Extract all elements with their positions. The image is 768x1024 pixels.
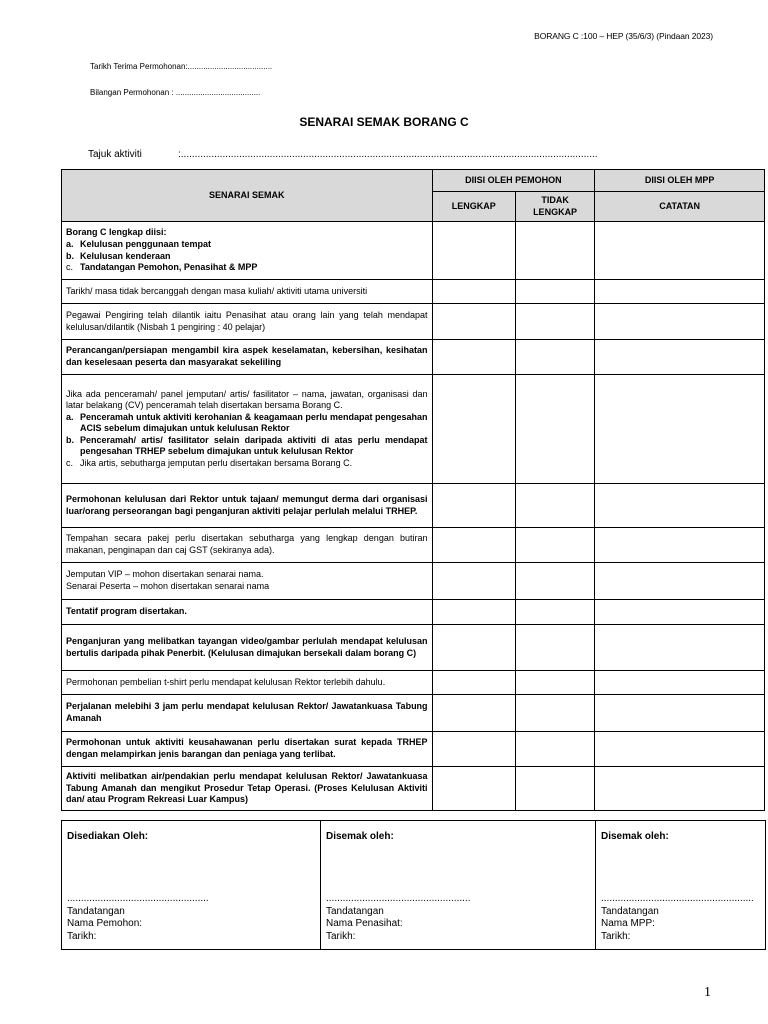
table-row [62,340,765,375]
table-row [62,695,765,732]
list-marker: a. [66,411,74,422]
lengkap-cell[interactable] [432,222,515,280]
date-field-label: Tarikh: [601,930,631,942]
table-row [62,222,765,280]
checklist-item-7: Tempahan secara pakej perlu disertakan sebutharga yang lengkap dengan butiran makanan, penginapan dan caj GST (sekiranya ada). [62,528,433,563]
lengkap-cell[interactable] [432,484,515,528]
name-field-label: Nama Pemohon: [67,918,143,929]
bilangan-permohonan-field: Bilangan Permohonan : ...................................... [90,88,261,97]
catatan-cell[interactable] [595,375,765,484]
page-number: 1 [704,985,711,1000]
lengkap-cell[interactable] [432,340,515,375]
signature-line[interactable]: .................................................... [326,893,471,904]
tidak-lengkap-cell[interactable] [515,671,594,695]
table-row [62,767,765,811]
catatan-cell[interactable] [595,600,765,625]
lengkap-cell[interactable] [432,625,515,671]
table-row [62,375,765,484]
lengkap-cell[interactable] [432,563,515,600]
item-line: Senarai Peserta – mohon disertakan senarai nama [66,581,270,591]
date-field-label: Tarikh: [67,930,97,942]
table-row [62,732,765,767]
tarikh-terima-field: Tarikh Terima Permohonan:...................................... [90,62,273,71]
signature-field-label: Tandatangan [67,905,125,917]
list-item: Kelulusan penggunaan tempat [80,238,212,249]
list-marker: c. [66,262,74,273]
table-row [62,304,765,340]
table-row [62,625,765,671]
checklist-item-13: Permohonan untuk aktiviti keusahawanan perlu disertakan surat kepada TRHEP dengan melampirkan jenis barangan dan peniaga yang terlibat. [62,732,433,767]
header-senarai-semak: SENARAI SEMAK [62,170,433,222]
tidak-lengkap-cell[interactable] [515,732,594,767]
tajuk-dots: :...................................................................................................................................................... [178,149,598,160]
catatan-cell[interactable] [595,625,765,671]
tidak-lengkap-cell[interactable] [515,304,594,340]
item-intro: Jika ada penceramah/ panel jemputan/ artis/ fasilitator – nama, jawatan, organisasi dan latar belakang (CV) penceramah telah disertakan bersama Borang C. [66,388,428,411]
lengkap-cell[interactable] [432,671,515,695]
tidak-lengkap-cell[interactable] [515,484,594,528]
list-item: Penceramah/ artis/ fasilitator selain daripada aktiviti di atas perlu mendapat pengesahan TRHEP sebelum dimajukan untuk kelulusan Rektor [80,434,428,457]
lengkap-cell[interactable] [432,732,515,767]
signature-title: Disemak oleh: [326,831,394,842]
lengkap-cell[interactable] [432,528,515,563]
table-row [62,528,765,563]
list-marker: b. [66,434,74,445]
header-lengkap: LENGKAP [432,192,515,222]
checklist-item-10: Penganjuran yang melibatkan tayangan video/gambar perlulah mendapat kelulusan bertulis daripada pihak Penerbit. (Kelulusan dimajukan bersekali dalam borang C) [62,625,433,671]
signature-field-label: Tandatangan [601,905,659,917]
lengkap-cell[interactable] [432,767,515,811]
tidak-lengkap-cell[interactable] [515,767,594,811]
page-title: SENARAI SEMAK BORANG C [299,115,469,129]
catatan-cell[interactable] [595,340,765,375]
header-diisi-pemohon: DIISI OLEH PEMOHON [432,170,595,192]
table-row [62,671,765,695]
table-row [62,484,765,528]
checklist-table [61,169,765,811]
list-item: Jika artis, sebutharga jemputan perlu disertakan bersama Borang C. [80,457,353,468]
tidak-lengkap-cell[interactable] [515,563,594,600]
checklist-item-14: Aktiviti melibatkan air/pendakian perlu mendapat kelulusan Rektor/ Jawatankuasa Tabung Amanah dan mengikut Prosedur Tetap Operasi. (Proses Kelulusan Aktiviti dan/ atau Program Rekreasi Luar Kampus) [62,767,433,811]
checklist-item-12: Perjalanan melebihi 3 jam perlu mendapat kelulusan Rektor/ Jawatankuasa Tabung Amanah [62,695,433,732]
date-field-label: Tarikh: [326,930,356,942]
table-row [62,600,765,625]
checklist-item-9: Tentatif program disertakan. [62,600,433,625]
checklist-item-2: Tarikh/ masa tidak bercanggah dengan masa kuliah/ aktiviti utama universiti [62,280,433,304]
tajuk-label: Tajuk aktiviti [88,149,142,160]
catatan-cell[interactable] [595,304,765,340]
tajuk-aktiviti-field [88,149,658,160]
catatan-cell[interactable] [595,671,765,695]
form-reference: BORANG C :100 – HEP (35/6/3) (Pindaan 2023) [534,31,713,41]
signature-line[interactable]: ................................................... [67,893,209,904]
item-title: Borang C lengkap diisi: [66,227,167,238]
checklist-item-3: Pegawai Pengiring telah dilantik iaitu Penasihat atau orang lain yang telah mendapat kelulusan/dilantik (Nisbah 1 pengiring : 40 pelajar) [62,304,433,340]
table-row [62,563,765,600]
checklist-item-5 [62,375,433,484]
signature-block-penasihat [321,821,596,950]
checklist-item-8 [62,563,433,600]
tidak-lengkap-cell[interactable] [515,528,594,563]
tidak-lengkap-cell[interactable] [515,375,594,484]
tidak-lengkap-cell[interactable] [515,695,594,732]
signature-title: Disediakan Oleh: [67,831,149,842]
header-catatan: CATATAN [595,192,765,222]
signature-line[interactable]: ....................................................... [601,893,754,904]
lengkap-cell[interactable] [432,280,515,304]
catatan-cell[interactable] [595,528,765,563]
item-line: Jemputan VIP – mohon disertakan senarai nama. [66,569,264,580]
list-item: Kelulusan kenderaan [80,250,171,261]
lengkap-cell[interactable] [432,375,515,484]
catatan-cell[interactable] [595,222,765,280]
catatan-cell[interactable] [595,280,765,304]
signature-block-mpp [596,821,766,950]
tidak-lengkap-cell[interactable] [515,280,594,304]
list-marker: c. [66,457,74,468]
lengkap-cell[interactable] [432,695,515,732]
signature-table [61,820,766,950]
checklist-item-4: Perancangan/persiapan mengambil kira aspek keselamatan, kebersihan, kesihatan dan keselesaan peserta dan masyarakat sekeliling [62,340,433,375]
list-item: Tandatangan Pemohon, Penasihat & MPP [80,262,258,273]
name-field-label: Nama Penasihat: [326,918,403,929]
signature-block-pemohon [62,821,321,950]
checklist-item-11: Permohonan pembelian t-shirt perlu mendapat kelulusan Rektor terlebih dahulu. [62,671,433,695]
catatan-cell[interactable] [595,695,765,732]
signature-field-label: Tandatangan [326,905,384,917]
tidak-lengkap-cell[interactable] [515,600,594,625]
catatan-cell[interactable] [595,484,765,528]
tidak-lengkap-cell[interactable] [515,222,594,280]
catatan-cell[interactable] [595,767,765,811]
list-marker: a. [66,238,74,249]
list-marker: b. [66,250,74,261]
checklist-item-1 [62,222,433,280]
table-row [62,280,765,304]
lengkap-cell[interactable] [432,600,515,625]
list-item: Penceramah untuk aktiviti kerohanian & keagamaan perlu mendapat pengesahan ACIS sebelum dimajukan untuk kelulusan Rektor [80,411,428,434]
checklist-item-6: Permohonan kelulusan dari Rektor untuk tajaan/ memungut derma dari organisasi luar/orang perseorangan bagi penganjuran aktiviti pelajar perlulah melalui TRHEP. [62,484,433,528]
catatan-cell[interactable] [595,732,765,767]
header-diisi-mpp: DIISI OLEH MPP [595,170,765,192]
lengkap-cell[interactable] [432,304,515,340]
header-tidak-lengkap: TIDAK LENGKAP [515,192,594,222]
tidak-lengkap-cell[interactable] [515,340,594,375]
name-field-label: Nama MPP: [601,918,655,929]
tidak-lengkap-cell[interactable] [515,625,594,671]
signature-title: Disemak oleh: [601,831,669,842]
catatan-cell[interactable] [595,563,765,600]
